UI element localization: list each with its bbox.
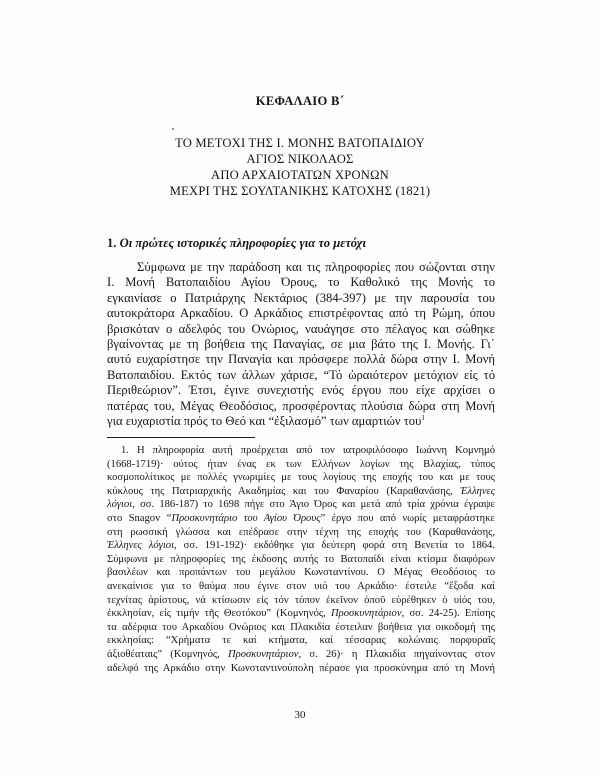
footnote-text: βασιλέων και προπάντων του μεγάλου Κωνσταντίνου. Ο Μέγας Θεοδόσιος το (107, 567, 495, 579)
footnote-line (107, 566, 495, 580)
body-line-text: πατέρας του, Μέγας Θεοδόσιος, προσφέροντας πλούσια δώρα στη Μονή (107, 398, 495, 413)
body-line-text: βρισκόταν ο αδελφός του Ονώριος, ναυάγησε στο πέλαγος και σώθηκε (107, 321, 495, 336)
footnote-citation-title: λόγιοι (107, 499, 133, 511)
footnote-text: στη ρωσσική γλώσσα και επέδρασε στην τέχνη της εποχής του (Καραθανάσης, (107, 526, 495, 538)
body-line-text: Σύμφωνα με την παράδοση και τις πληροφορίες που σώζονται στην (137, 260, 495, 274)
footnote-line (107, 607, 495, 621)
footnote-text: τεχνίτας ἀρίστους, νά κτίσωσιν εἰς τόν τόπον ἐκεῖνον ὁποῦ εὑρέθηκεν ὁ υἱός του, (107, 594, 495, 606)
footnote-line (107, 621, 495, 635)
body-line-text: εγκαινίασε ο Πατριάρχης Νεκτάριος (384-397) με την παρουσία του (107, 290, 495, 305)
footnote-citation-title: Έλληνες (460, 485, 495, 497)
footnote-line (107, 580, 495, 594)
footnote (107, 444, 495, 675)
footnote-text: ἐκκλησίαν, εἰς τιμήν τῆς Θεοτόκου” (Κομνηνός, (107, 608, 332, 620)
section-title: Οι πρώτες ιστορικές πληροφορίες για το μετόχι (119, 236, 367, 250)
section-number: 1. (107, 236, 117, 250)
body-line-text: βγαίνοντας με τη βοήθεια της Παναγίας, σε μια βάτο της Ι. Μονής. Γι΄ (107, 336, 495, 351)
footnote-text: , σσ. 191-192)· εκδόθηκε για δεύτερη φορά στη Βενετία το 1864. (174, 540, 495, 552)
footnote-line (107, 512, 495, 526)
footnote-line (107, 594, 495, 608)
body-line (107, 368, 495, 383)
body-line-text: Περιθεώριον”. Έτσι, έγινε συνεχιστής ενός έργου που είχε αρχίσει ο (107, 383, 495, 398)
footnote-text: ” έργο που από νωρίς μεταφράστηκε (320, 512, 496, 524)
body-line (107, 306, 495, 321)
body-line-text: Βατοπαιδίου. Εκτός των άλλων χάρισε, “Τό ὡραιότερον μετόχιον εἰς τό (107, 367, 495, 382)
body-line (107, 275, 495, 290)
footnote-line (107, 648, 495, 662)
footnote-text: , σ. 26)· η Πλακιδία πηγαίνοντας στον (298, 648, 495, 660)
footnote-reference[interactable]: 1 (421, 413, 425, 422)
body-line-text: για ευχαριστία πρός το Θεό και “ἐξιλασμό” των αμαρτιών του (107, 413, 422, 428)
body-line (107, 414, 495, 429)
footnote-text: (1668-1719)· ούτος ήταν ένας εκ των Ελλήνων λογίων της Βλαχίας, τύπος (107, 458, 495, 470)
footnote-text: κοσμοπολίτικος με πολλές γνωριμίες με τους λογίους της εποχής του και με τους (107, 472, 495, 484)
footnote-line (107, 553, 495, 567)
footnote-line (107, 458, 495, 472)
title-line: ΑΓΙΟΣ ΝΙΚΟΛΑΟΣ (246, 152, 354, 166)
body-line (107, 399, 495, 414)
footnote-text: τα αδέρφια του Αρκαδίου Ονώριος και Πλακιδία έστειλαν βοήθεια για οικοδομή της (107, 621, 495, 633)
footnote-line (107, 634, 495, 648)
scan-speck (172, 128, 174, 130)
chapter-title (0, 135, 600, 199)
body-line (107, 352, 495, 367)
footnote-line (107, 526, 495, 540)
body-line (107, 322, 495, 337)
chapter-heading: ΚΕΦΑΛΑΙΟ Β΄ (255, 94, 345, 108)
body-line-text: αυτό ευχαρίστησε την Παναγία και πρόσφερε πολλά δώρα στην Ι. Μονή (107, 352, 495, 367)
title-line: ΜΕΧΡΙ ΤΗΣ ΣΟΥΛΤΑΝΙΚΗΣ ΚΑΤΟΧΗΣ (1821) (169, 184, 431, 198)
title-line: ΑΠΟ ΑΡΧΑΙΟΤΑΤΩΝ ΧΡΟΝΩΝ (211, 168, 389, 182)
footnote-citation-title: Προσκυνητάριον (227, 648, 299, 660)
footnote-citation-title: Προσκυνητάριον (331, 608, 402, 620)
footnote-separator (107, 437, 255, 438)
footnote-line (107, 539, 495, 553)
footnote-line (107, 498, 495, 512)
body-line-text: Ι. Μονή Βατοπαιδίου Αγίου Όρους, το Καθολικό της Μονής το (107, 275, 495, 290)
body-line-text: αυτοκράτορα Αρκαδίου. Ο Αρκάδιος επιστρέφοντας από τη Ρώμη, όπου (107, 306, 495, 321)
section-heading (107, 235, 366, 251)
footnote-line (107, 485, 495, 499)
footnote-text: εκκλησίας: “Χρήματα τε καί κτήματα, καί τέσσαρας κολώναις πορφυραῖς (107, 635, 495, 647)
body-line (107, 337, 495, 352)
footnote-line (107, 444, 495, 458)
footnote-text: κύκλους της Πατριαρχικής Ακαδημίας και του Φαναρίου (Καραθανάσης, (107, 485, 461, 497)
footnote-text: στο Snagov “ (107, 512, 172, 524)
footnote-line (107, 662, 495, 676)
footnote-text: ἀξιοθέαταις” (Κομνηνός, (107, 648, 228, 660)
footnote-text: αδελφό της Αρκάδιο στην Κωνσταντινούπολη πέρασε για προσκύνημα από τη Μονή (107, 662, 495, 674)
body-line (107, 260, 495, 275)
page-number: 30 (294, 709, 306, 721)
footnote-text: ανεκαίνισε για το θαύμα που έγινε στον υιό του Αρκάδιο· έστειλε “ἔξοδα καί (107, 580, 495, 592)
footnote-citation-title: Έλληνες λόγιοι (107, 540, 175, 552)
body-line (107, 383, 495, 398)
footnote-text: Σύμφωνα με πληροφορίες της έκδοσης αυτής το Βατοπαίδι είναι κτίσμα διαφόρων (107, 553, 495, 565)
footnote-citation-title: Προσκυνητάριο του Αγίου Όρους (171, 512, 321, 524)
footnote-text: 1. Η πληροφορία αυτή προέρχεται από τον ιατροφιλόσοφο Ιωάννη Κομνημό (121, 445, 495, 456)
title-line: ΤΟ ΜΕΤΟΧΙ ΤΗΣ Ι. ΜΟΝΗΣ ΒΑΤΟΠΑΙΔΙΟΥ (175, 136, 425, 150)
footnote-text: , σσ. 186-187) το 1698 πήγε στο Άγιο Όρος και μετά από τρία χρόνια έγραψε (132, 499, 495, 511)
body-paragraph (107, 260, 495, 429)
footnote-text: , σσ. 24-25). Επίσης (401, 608, 496, 620)
footnote-line (107, 471, 495, 485)
body-line (107, 291, 495, 306)
